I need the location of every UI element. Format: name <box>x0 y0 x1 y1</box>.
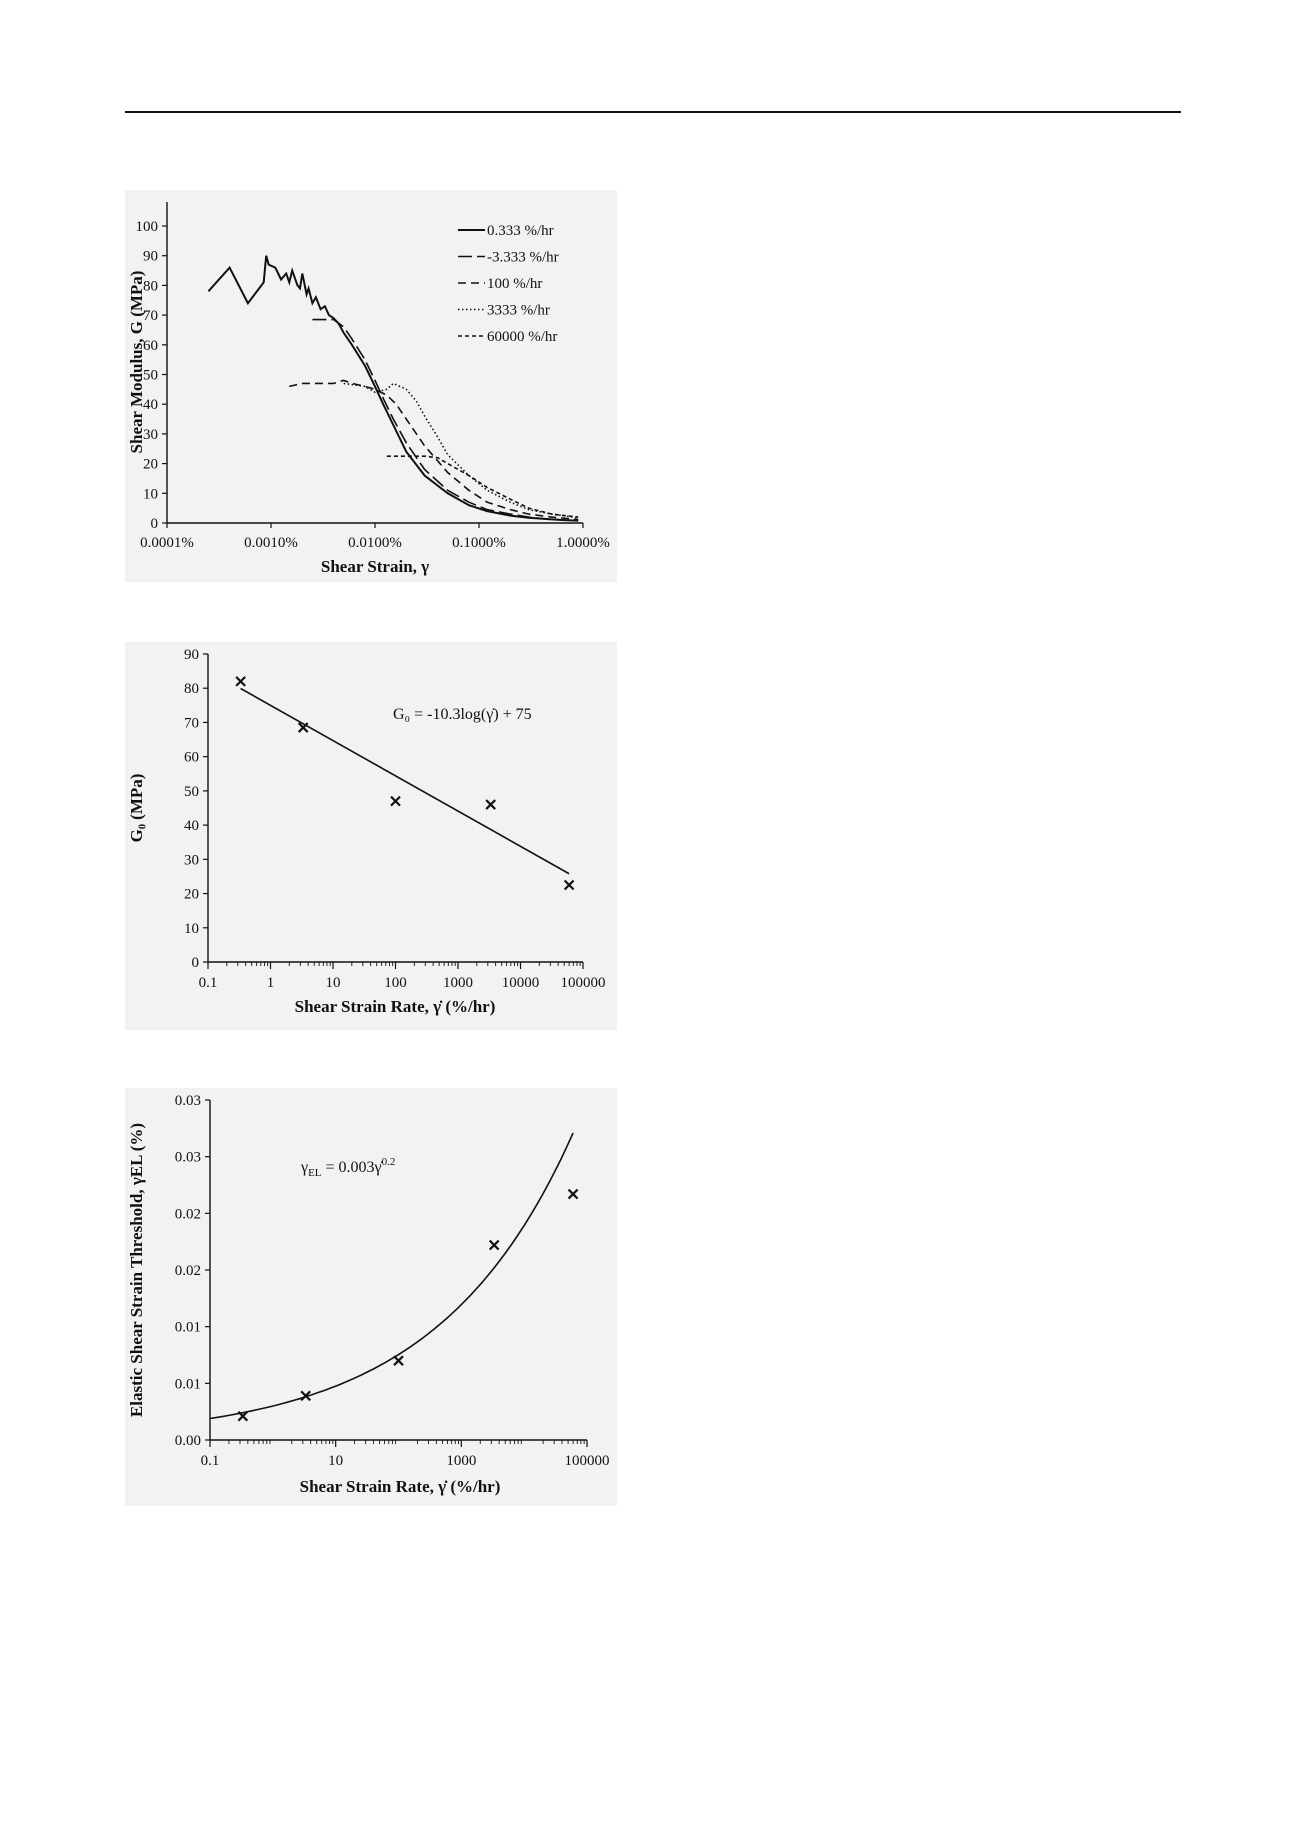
y-tick-label: 0.03 <box>174 1093 201 1109</box>
y-tick-label: 30 <box>184 852 199 869</box>
fit-equation-sub: EL <box>308 1167 322 1179</box>
g0-figure <box>125 642 617 1030</box>
x-tick-label: 1000 <box>443 975 473 991</box>
data-point <box>394 1356 403 1365</box>
x-axis-label: Shear Strain Rate, γ̇ (%/hr) <box>294 997 496 1016</box>
y-tick-label: 100 <box>135 219 158 235</box>
y-tick-label: 0 <box>150 516 158 532</box>
data-point <box>569 1190 578 1199</box>
x-tick-label: 1 <box>266 975 275 991</box>
y-tick-label: 0.02 <box>174 1263 201 1279</box>
x-tick-label: 1000 <box>446 1453 477 1469</box>
fit-equation-mid: = 0.003γ̇ <box>321 1159 382 1176</box>
x-axis-label: Shear Strain, γ <box>320 557 430 576</box>
y-tick-label: 60 <box>143 337 158 354</box>
x-tick-label: 0.1000% <box>452 535 506 551</box>
y-tick-label: 80 <box>143 278 158 295</box>
legend-label: 60000 %/hr <box>487 329 558 345</box>
fit-equation-main: γ <box>301 1159 309 1176</box>
y-tick-label: 10 <box>143 486 158 503</box>
x-tick-label: 10000 <box>501 975 540 991</box>
fit-equation-sup: 0.2 <box>381 1156 396 1168</box>
x-tick-label: 0.1 <box>200 1453 220 1469</box>
y-axis-label: G₀ (MPa) <box>127 773 146 843</box>
data-point <box>490 1241 499 1250</box>
y-tick-label: 60 <box>184 749 199 766</box>
threshold-figure <box>125 1088 617 1506</box>
x-tick-label: 100 <box>384 975 407 991</box>
y-tick-label: 40 <box>143 397 158 414</box>
x-tick-label: 0.1 <box>198 975 218 991</box>
fit-curve <box>210 1133 573 1419</box>
x-tick-label: 10 <box>328 1453 344 1469</box>
y-axis-label: Elastic Shear Strain Threshold, γEL (%) <box>127 1122 146 1418</box>
x-tick-label: 100000 <box>564 1453 610 1469</box>
legend-label: 3333 %/hr <box>487 302 550 319</box>
shear-modulus-figure <box>125 190 617 582</box>
y-tick-label: 50 <box>184 783 199 800</box>
x-tick-label: 0.0010% <box>244 535 298 551</box>
y-tick-label: 0.02 <box>174 1206 201 1223</box>
y-tick-label: 0 <box>191 955 199 971</box>
series-line <box>289 380 578 519</box>
y-tick-label: 20 <box>184 886 199 903</box>
data-point <box>236 677 245 686</box>
y-tick-label: 90 <box>143 248 158 265</box>
fit-equation <box>300 1156 395 1179</box>
shear-modulus-chart <box>125 190 617 582</box>
x-tick-label: 0.0001% <box>140 535 194 551</box>
y-tick-label: 0.01 <box>174 1319 201 1336</box>
x-tick-label: 1.0000% <box>556 535 610 551</box>
y-tick-label: 70 <box>143 308 158 325</box>
data-point <box>486 800 495 809</box>
y-tick-label: 80 <box>184 681 199 698</box>
legend-label: 100 %/hr <box>487 276 543 292</box>
y-tick-label: 70 <box>184 715 199 732</box>
y-tick-label: 90 <box>184 647 199 663</box>
y-tick-label: 40 <box>184 818 199 835</box>
legend-label: -3.333 %/hr <box>487 249 559 266</box>
legend-label: 0.333 %/hr <box>487 223 554 239</box>
y-tick-label: 0.01 <box>174 1376 201 1393</box>
y-axis-label: Shear Modulus, G (MPa) <box>127 270 146 454</box>
legend <box>458 223 559 345</box>
series-line <box>344 383 579 517</box>
y-tick-label: 20 <box>143 456 158 473</box>
y-tick-label: 10 <box>184 920 199 937</box>
y-tick-label: 0.03 <box>174 1149 201 1166</box>
x-axis-label: Shear Strain Rate, γ̇ (%/hr) <box>299 1477 501 1496</box>
series-line <box>208 256 578 521</box>
fit-equation: G₀ = -10.3log(γ̇) + 75 <box>393 706 532 723</box>
x-tick-label: 0.0100% <box>348 535 402 551</box>
data-point <box>565 881 574 890</box>
threshold-chart <box>125 1088 617 1506</box>
y-tick-label: 30 <box>143 426 158 443</box>
x-tick-label: 100000 <box>560 975 606 991</box>
y-tick-label: 0.00 <box>174 1433 201 1449</box>
x-tick-label: 10 <box>325 975 341 991</box>
data-point <box>391 797 400 806</box>
g0-chart <box>125 642 617 1030</box>
y-tick-label: 50 <box>143 367 158 384</box>
header-rule <box>125 111 1181 113</box>
